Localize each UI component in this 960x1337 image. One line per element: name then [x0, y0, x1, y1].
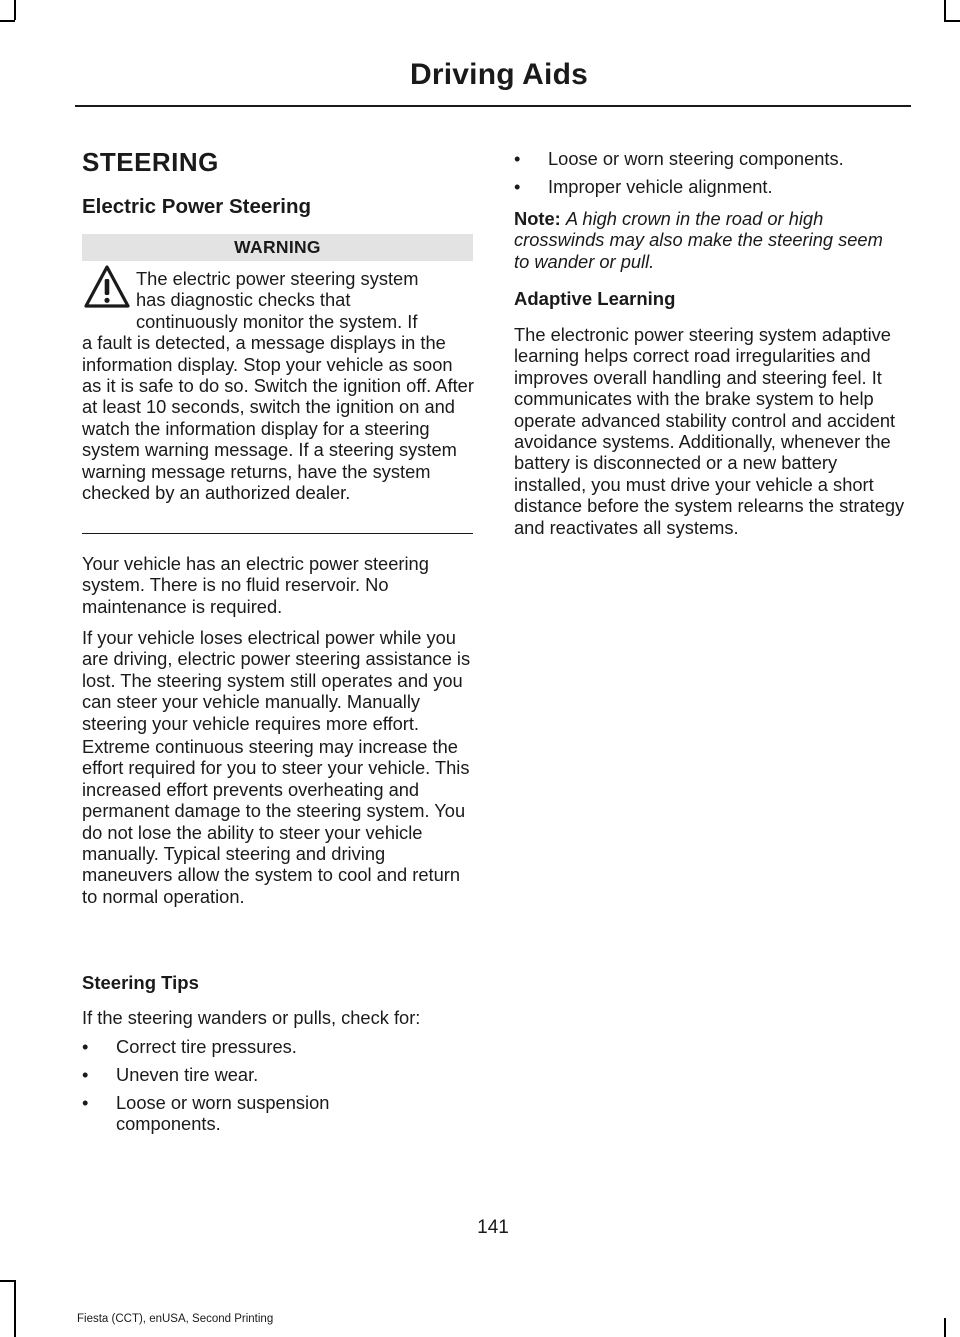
crop-mark-top-left [14, 0, 16, 20]
tips-intro: If the steering wanders or pulls, check for: [82, 1007, 421, 1028]
list-item [514, 148, 908, 169]
list-item [82, 1036, 474, 1057]
paragraph: If your vehicle loses electrical power while you are driving, electric power steering assistance is lost. The steering system still operates and you can steer your vehicle manually. Manually steering your vehicle requires more effort. [82, 627, 471, 734]
warning-line-3: continuously monitor the system. If [136, 310, 418, 332]
warning-rest: a fault is detected, a message displays in the information display. Stop your vehicle as soon as it is safe to do so. Switch the ignition off. After at least 10 seconds, switch the ignition on and watch the information display for a steering system warning message. If a steering system warning message returns, have the system checked by an authorized dealer. [82, 332, 474, 504]
list-item [82, 1092, 412, 1135]
crop-mark-bottom-left-h [0, 1280, 15, 1282]
note-label: Note: [514, 208, 561, 229]
section-title: Driving Aids [410, 58, 588, 91]
paragraph: Your vehicle has an electric power steering system. There is no fluid reservoir. No maintenance is required. [82, 553, 429, 617]
warning-line-2: has diagnostic checks that [136, 289, 351, 311]
list-item-text: Correct tire pressures. [116, 1036, 297, 1057]
list-item [514, 176, 908, 197]
warning-label: WARNING [82, 234, 473, 261]
list-item-text: Improper vehicle alignment. [548, 176, 773, 197]
bullet-dot: • [82, 1064, 89, 1085]
list-item-text: Uneven tire wear. [116, 1064, 259, 1085]
bullet-dot: • [82, 1036, 89, 1057]
note-text: A high crown in the road or high crosswinds may also make the steering seem to wander or pull. [514, 208, 883, 272]
warning-divider [82, 533, 473, 534]
crop-mark-bottom-right [944, 1318, 946, 1337]
bullet-dot: • [82, 1092, 89, 1113]
paragraph: Extreme continuous steering may increase the effort required for you to steer your vehicle. This increased effort prevents overheating and permanent damage to the steering system. You do not lose the ability to steer your vehicle manually. Typical steering and driving maneuvers allow the system to cool and return to normal operation. [82, 736, 470, 907]
subsection-heading: Electric Power Steering [82, 195, 312, 218]
page-number: 141 [477, 1217, 509, 1238]
crop-mark-top-right [944, 0, 946, 20]
tips-heading: Steering Tips [82, 972, 199, 993]
list-item-text: Loose or worn suspension components. [116, 1092, 330, 1135]
warning-text [82, 268, 474, 503]
crop-mark-bottom-left [14, 1280, 16, 1337]
header-rule [75, 105, 911, 107]
footer-text: Fiesta (CCT), enUSA, Second Printing [77, 1313, 274, 1325]
crop-mark-top-left-h [0, 20, 15, 22]
warning-line-1: The electric power steering system [136, 268, 419, 289]
adaptive-heading: Adaptive Learning [514, 288, 676, 309]
bullet-dot: • [514, 148, 521, 169]
section-heading: STEERING [82, 147, 219, 177]
paragraph: The electronic power steering system adaptive learning helps correct road irregularities and improves overall handling and steering feel. It communicates with the brake system to help operate advanced stability control and accident avoidance systems. Additionally, whenever the battery is disconnected or a new battery installed, you must drive your vehicle a short distance before the system relearns the strategy and reactivates all systems. [514, 324, 905, 538]
note [514, 208, 884, 272]
crop-mark-top-right-h [944, 20, 960, 22]
bullet-dot: • [514, 176, 521, 197]
list-item [82, 1064, 474, 1085]
list-item-text: Loose or worn steering components. [548, 148, 844, 169]
